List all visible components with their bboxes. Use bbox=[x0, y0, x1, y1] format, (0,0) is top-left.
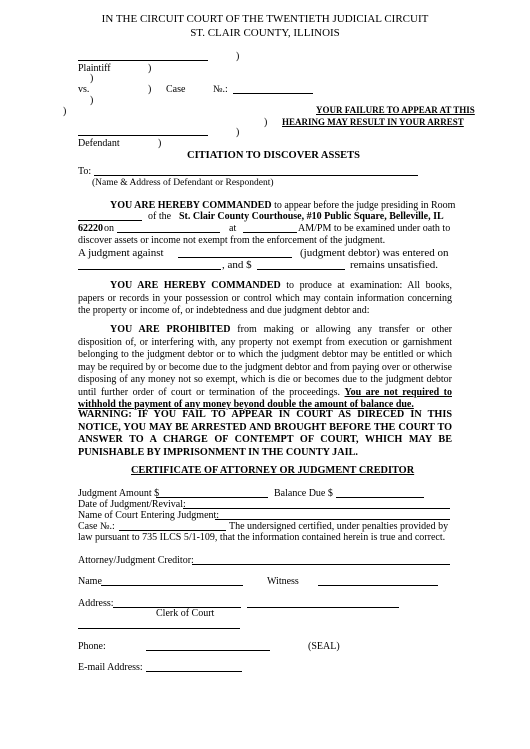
clerk-of-court-label: Clerk of Court bbox=[156, 608, 215, 619]
remaining-amount-field[interactable] bbox=[257, 269, 345, 270]
case-label: Case bbox=[166, 84, 186, 95]
case-number-field[interactable] bbox=[233, 93, 313, 94]
at-label: at bbox=[229, 223, 237, 234]
produce-records-paragraph: YOU ARE HEREBY COMMANDED to produce at examination: All books, papers or records in your possession or control which may contain information concerning the property or income of, or indebtedness and due judgment debtor and: bbox=[78, 280, 453, 316]
case-number-label: №.: bbox=[213, 84, 228, 95]
caption-paren: ) bbox=[236, 51, 240, 62]
on-label: on bbox=[104, 223, 114, 234]
date-field[interactable] bbox=[117, 232, 220, 233]
plaintiff-label: Plaintiff bbox=[78, 63, 111, 74]
caption-paren: ) bbox=[90, 73, 94, 84]
judgment-amount-label: Judgment Amount $ bbox=[78, 488, 160, 499]
defendant-label: Defendant bbox=[78, 138, 120, 149]
to-label: To: bbox=[78, 166, 92, 177]
room-field[interactable] bbox=[78, 220, 142, 221]
court-name-line2: ST. CLAIR COUNTY, ILLINOIS bbox=[190, 27, 340, 39]
caption-paren: ) bbox=[264, 117, 268, 128]
balance-due-field[interactable] bbox=[336, 497, 424, 498]
name-field[interactable] bbox=[101, 585, 243, 586]
caption-paren: ) bbox=[148, 63, 152, 74]
caption-paren: ) bbox=[63, 106, 67, 117]
phone-label: Phone: bbox=[78, 641, 106, 652]
address-label: Address: bbox=[78, 598, 114, 609]
courthouse-address: St. Clair County Courthouse, #10 Public Square, Belleville, IL bbox=[179, 211, 444, 222]
name-of-court-label: Name of Court Entering Judgment: bbox=[78, 510, 220, 521]
commanded-line1: YOU ARE HEREBY COMMANDED to appear before the judge presiding in Room bbox=[110, 200, 456, 211]
judgment-date-field[interactable] bbox=[78, 269, 221, 270]
document-title: CITIATION TO DISCOVER ASSETS bbox=[187, 150, 361, 161]
caption-paren: ) bbox=[148, 84, 152, 95]
judgment-debtor-label: (judgment debtor) was entered on bbox=[300, 247, 449, 259]
respondent-sublabel: (Name & Address of Defendant or Respondent) bbox=[92, 178, 274, 188]
defendant-name-field[interactable] bbox=[78, 135, 208, 136]
judgment-against-label: A judgment against bbox=[78, 247, 164, 259]
seal-label: (SEAL) bbox=[308, 641, 340, 652]
and-dollar-label: , and $ bbox=[222, 259, 252, 271]
court-name-line1: IN THE CIRCUIT COURT OF THE TWENTIETH JUDICIAL CIRCUIT bbox=[101, 13, 429, 25]
prohibited-paragraph: YOU ARE PROHIBITED from making or allowing any transfer or other disposition of, or interfering with, any property not exempt from execution or garnishment belonging to the judgment debtor or to which the judgment debtor may be entitled or which may be required by or become due to the judgment debtor and from paying over or otherwise disposing of any money not so exempt, which is die or becomes due to the judgment debtor until further order of court or termination of the proceedings. You are not required to withhold the payment of any money beyond double the amount of balance due. bbox=[78, 324, 452, 410]
date-of-judgment-label: Date of Judgment/Revival: bbox=[78, 499, 186, 510]
discover-assets-text: discover assets or income not exempt from the enforcement of the judgment. bbox=[78, 235, 386, 246]
name-of-court-field[interactable] bbox=[215, 519, 450, 520]
cert-case-number-label: Case №.: bbox=[78, 521, 115, 532]
witness-label: Witness bbox=[267, 576, 299, 587]
caption-paren: ) bbox=[158, 138, 162, 149]
caption-paren: ) bbox=[236, 127, 240, 138]
address-field-2[interactable] bbox=[247, 607, 399, 608]
arrest-warning: WARNING: IF YOU FAIL TO APPEAR IN COURT AS DIRECED IN THIS NOTICE, YOU MAY BE ARRESTED AND BROUGHT BEFORE THE COURT TO ANSWER TO A CHARGE OF CONTEMPT OF COURT, WHICH MAY BE PUNISHABLE BY IMPRISONMENT IN THE COUNTY JAIL. bbox=[78, 409, 452, 458]
respondent-name-field[interactable] bbox=[94, 175, 418, 176]
phone-field[interactable] bbox=[146, 650, 270, 651]
date-of-judgment-field[interactable] bbox=[183, 508, 450, 509]
email-label: E-mail Address: bbox=[78, 662, 143, 673]
of-the-label: of the bbox=[148, 211, 172, 222]
judgment-debtor-field[interactable] bbox=[178, 257, 292, 258]
witness-field[interactable] bbox=[318, 585, 438, 586]
certify-text: The undersigned certified, under penalties provided by bbox=[229, 521, 449, 532]
certify-text-line2: law pursuant to 735 ILCS 5/1-109, that the information contained herein is true and correct. bbox=[78, 532, 446, 543]
caption-paren: ) bbox=[90, 95, 94, 106]
zip-code: 62220 bbox=[78, 223, 103, 234]
remains-unsatisfied-label: remains unsatisfied. bbox=[350, 259, 438, 271]
name-label: Name bbox=[78, 576, 102, 587]
plaintiff-name-field[interactable] bbox=[78, 60, 208, 61]
cert-case-number-field[interactable] bbox=[119, 530, 226, 531]
warning-notice-line1: YOUR FAILURE TO APPEAR AT THIS bbox=[316, 105, 475, 115]
time-field[interactable] bbox=[243, 232, 297, 233]
email-field[interactable] bbox=[146, 671, 242, 672]
attorney-field[interactable] bbox=[192, 564, 450, 565]
judgment-amount-field[interactable] bbox=[156, 497, 268, 498]
vs-label: vs. bbox=[78, 84, 90, 95]
certificate-title: CERTIFICATE OF ATTORNEY OR JUDGMENT CREDITOR bbox=[131, 465, 415, 476]
balance-due-label: Balance Due $ bbox=[274, 488, 333, 499]
address-line-2-field[interactable] bbox=[78, 628, 240, 629]
warning-notice-line2: HEARING MAY RESULT IN YOUR ARREST bbox=[282, 117, 464, 127]
attorney-label: Attorney/Judgment Creditor: bbox=[78, 555, 194, 566]
ampm-label: AM/PM to be examined under oath to bbox=[298, 223, 451, 234]
